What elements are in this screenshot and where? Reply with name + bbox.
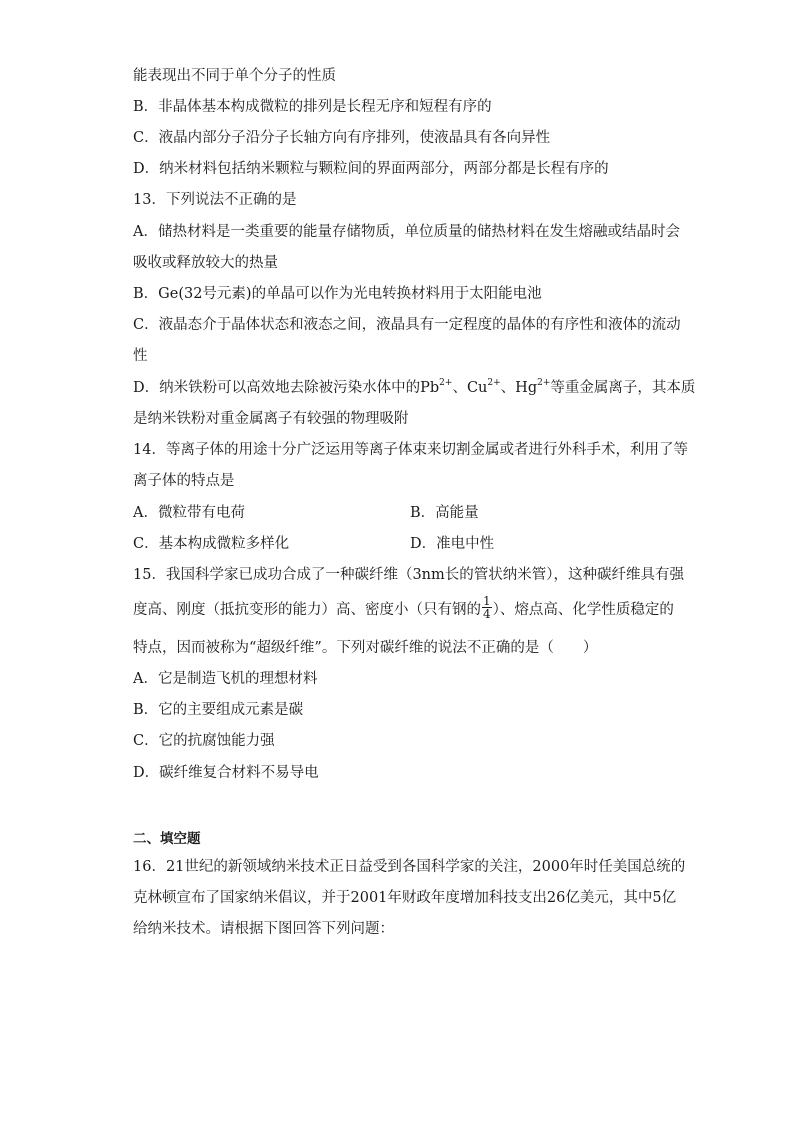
q13d-text-1: D．纳米铁粉可以高效地去除被污染水体中的Pb [133, 380, 440, 396]
charge-sup-hg: 2+ [537, 378, 551, 389]
q14-option-a: A．微粒带有电荷 [133, 505, 245, 521]
question-13-stem: 13．下列说法不正确的是 [133, 192, 297, 208]
option-a-continuation: 能表现出不同于单个分子的性质 [133, 68, 336, 84]
q13-option-a-line2: 吸收或释放较大的热量 [133, 255, 278, 271]
section-heading-fill-in: 二、填空题 [133, 831, 201, 847]
q14-option-d: D．准电中性 [410, 536, 495, 552]
q13-option-d-line1 [133, 378, 695, 398]
q14-option-b: B．高能量 [410, 505, 479, 521]
question-16-stem-line2: 克林顿宣布了国家纳米倡议，并于2001年财政年度增加科技支出26亿美元，其中5亿 [133, 890, 677, 906]
question-15-stem-line1: 15．我国科学家已成功合成了一种碳纤维（3nm长的管状纳米管），这种碳纤维具有强 [133, 567, 685, 583]
fraction-numerator: 1 [483, 593, 491, 608]
q15-line2-text-2: ）、熔点高、化学性质稳定的 [492, 602, 674, 618]
question-14-stem-line2: 离子体的特点是 [133, 473, 235, 489]
q13-option-c-line2: 性 [133, 348, 148, 364]
charge-sup-cu: 2+ [487, 378, 501, 389]
q13d-text-4: 等重金属离子，其本质 [550, 380, 696, 396]
question-14-stem-line1: 14．等离子体的用途十分广泛运用等离子体束来切割金属或者进行外科手术，利用了等 [133, 442, 688, 458]
question-15-stem-line2 [133, 593, 674, 621]
question-15-stem-line3: 特点，因而被称为“超级纤维”。下列对碳纤维的说法不正确的是（ ） [133, 640, 598, 656]
fraction-one-quarter [482, 595, 492, 620]
q13-option-a-line1: A．储热材料是一类重要的能量存储物质，单位质量的储热材料在发生熔融或结晶时会 [133, 224, 680, 240]
q14-option-c: C．基本构成微粒多样化 [133, 536, 290, 552]
question-16-stem-line1: 16．21世纪的新领域纳米技术正日益受到各国科学家的关注，2000年时任美国总统的 [133, 859, 686, 875]
q15-option-c: C．它的抗腐蚀能力强 [133, 733, 275, 749]
q15-line2-text-1: 度高、刚度（抵抗变形的能力）高、密度小（只有钢的 [133, 602, 481, 618]
q13d-text-2: 、Cu [452, 380, 488, 396]
question-16-stem-line3: 给纳米技术。请根据下图回答下列问题： [133, 921, 394, 937]
charge-sup-pb: 2+ [439, 378, 453, 389]
q13-option-d-line2: 是纳米铁粉对重金属离子有较强的物理吸附 [133, 411, 409, 427]
q13-option-b: B．Ge(32号元素)的单晶可以作为光电转换材料用于太阳能电池 [133, 286, 542, 302]
q12-option-b: B．非晶体基本构成微粒的排列是长程无序和短程有序的 [133, 99, 492, 115]
q12-option-c: C．液晶内部分子沿分子长轴方向有序排列，使液晶具有各向异性 [133, 130, 551, 146]
q12-option-d: D．纳米材料包括纳米颗粒与颗粒间的界面两部分，两部分都是长程有序的 [133, 161, 609, 177]
q15-option-d: D．碳纤维复合材料不易导电 [133, 765, 319, 781]
fraction-denominator: 4 [483, 606, 491, 621]
q15-option-a: A．它是制造飞机的理想材料 [133, 671, 318, 687]
q15-option-b: B．它的主要组成元素是碳 [133, 702, 304, 718]
q13-option-c-line1: C．液晶态介于晶体状态和液态之间，液晶具有一定程度的晶体的有序性和液体的流动 [133, 317, 681, 333]
q13d-text-3: 、Hg [500, 380, 538, 396]
